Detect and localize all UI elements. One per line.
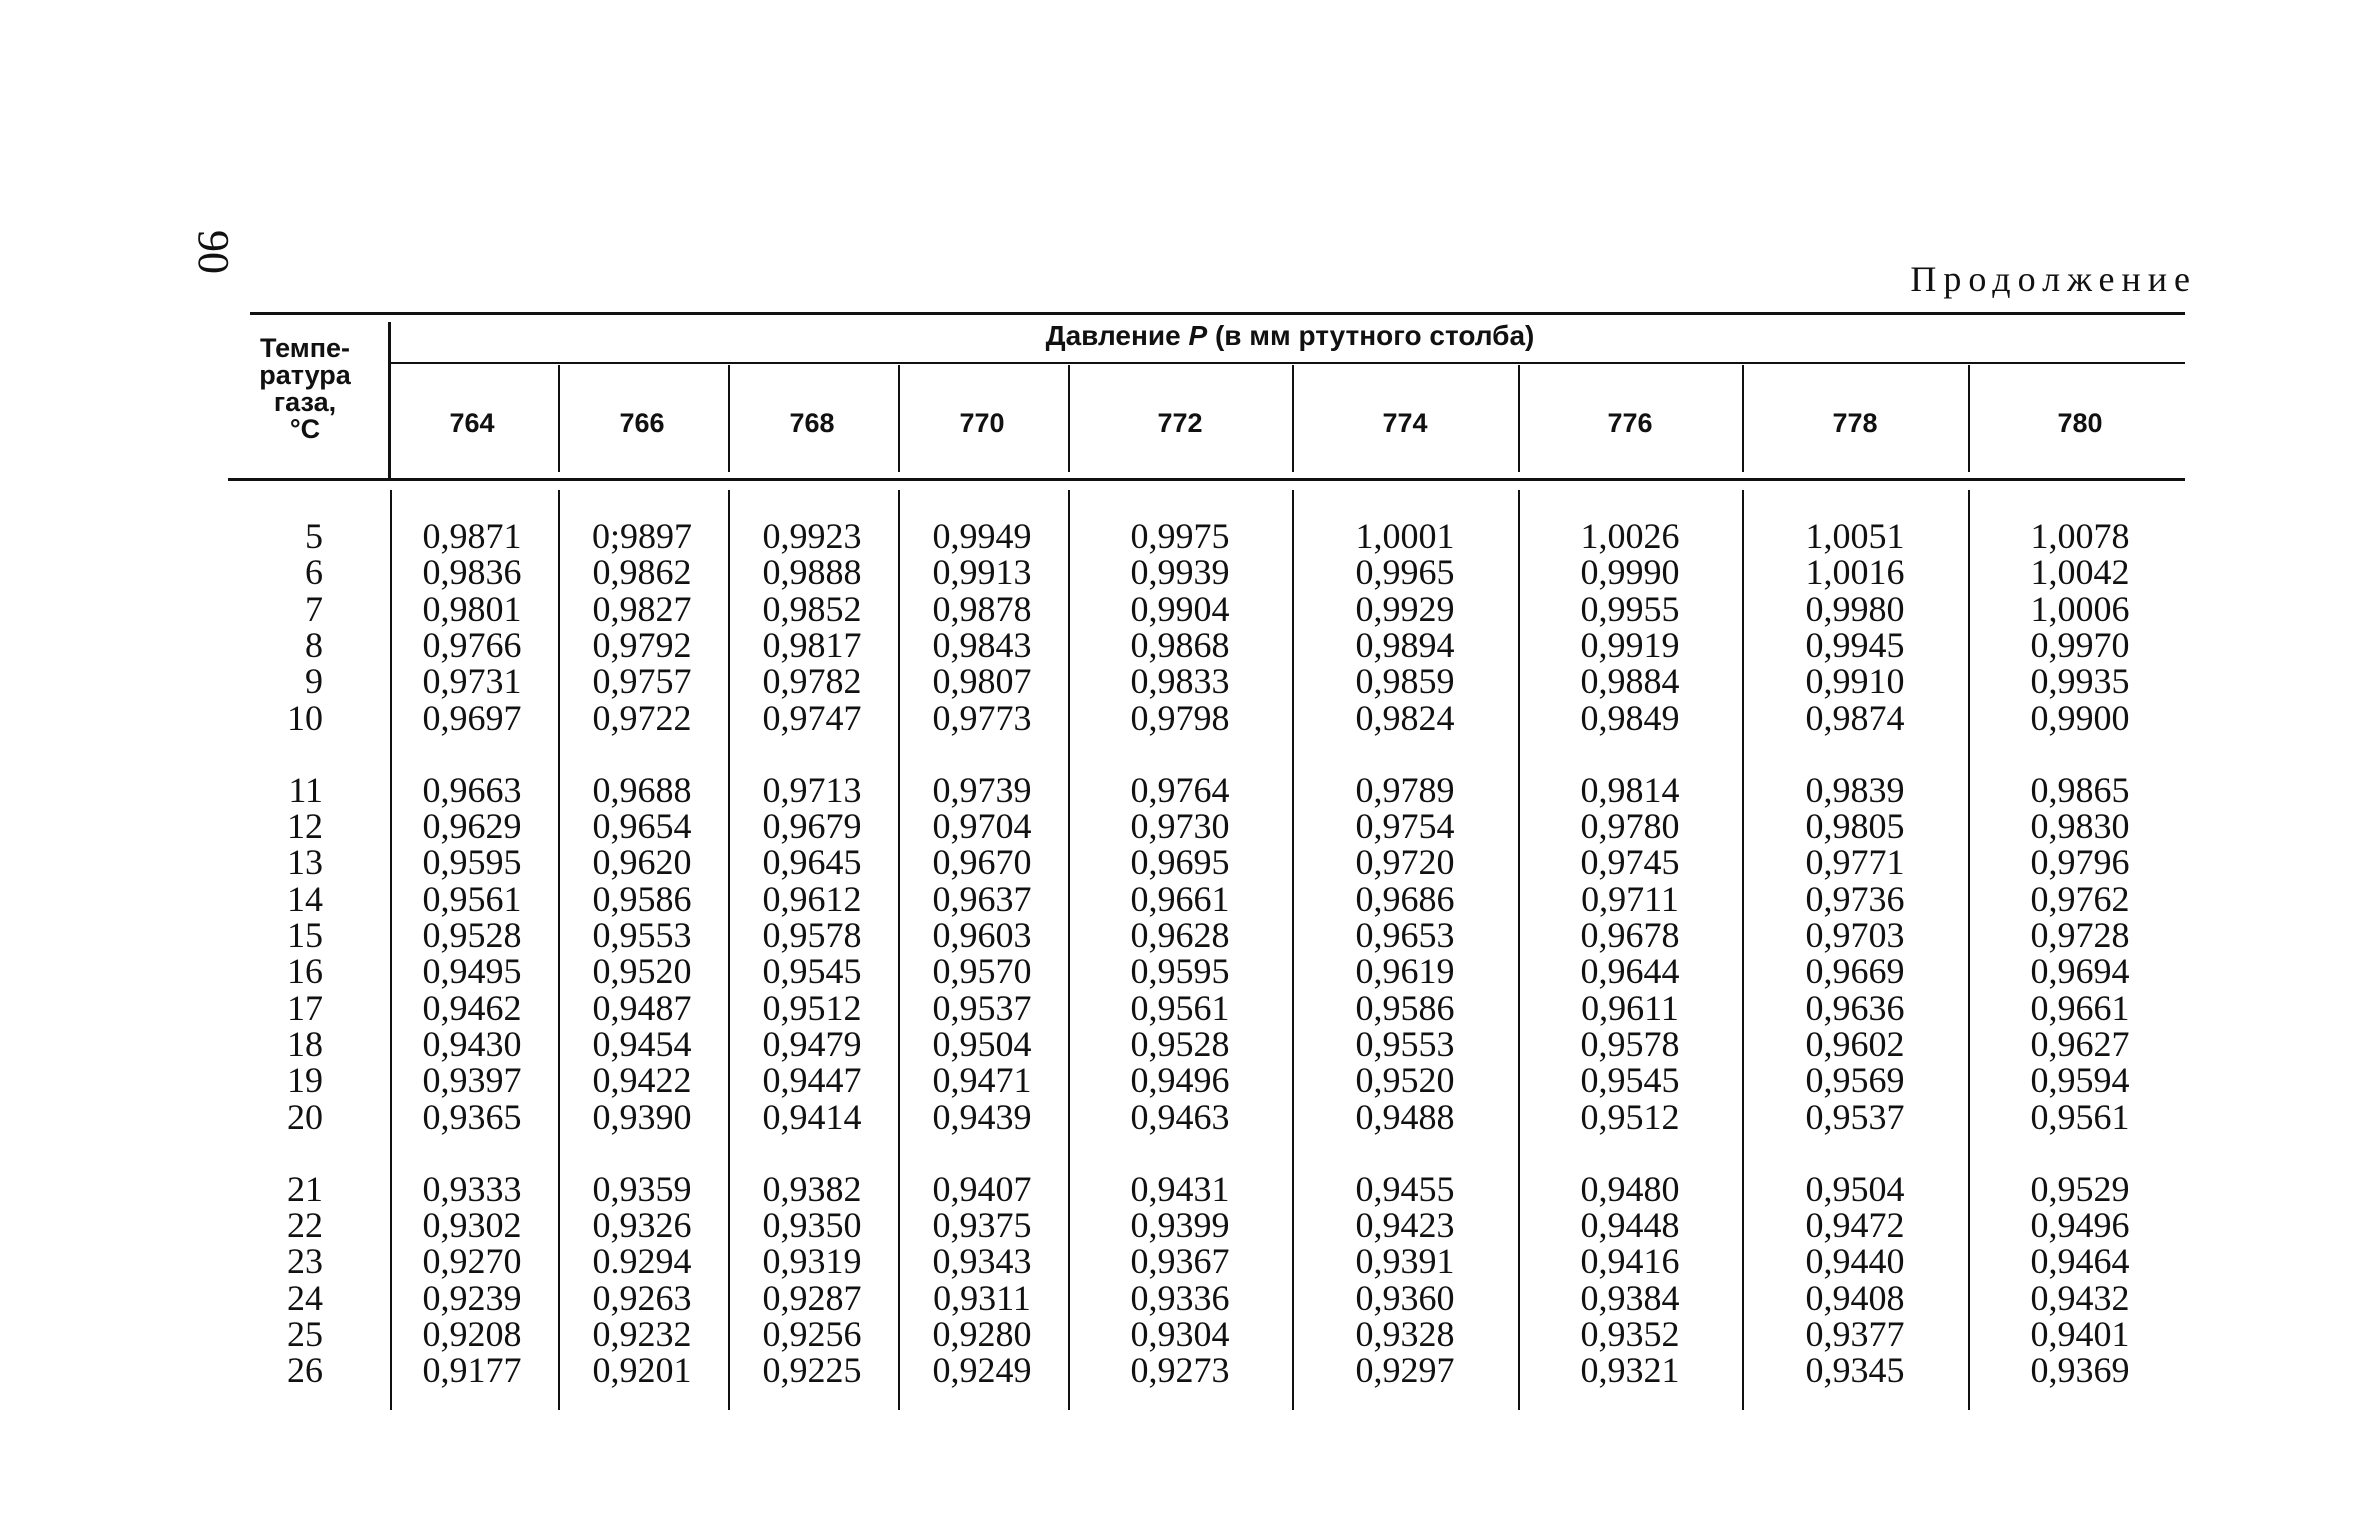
- value-cell: 0,9990: [1580, 552, 1680, 593]
- temp-header-line-3: газа,: [273, 387, 337, 417]
- value-cell: 0,9595: [1130, 951, 1230, 992]
- value-cell: 0,9612: [762, 878, 862, 919]
- column-divider: [1968, 490, 1970, 1410]
- column-divider: [558, 490, 560, 1410]
- column-divider: [898, 490, 900, 1410]
- temperature-cell: 10: [287, 697, 323, 738]
- value-cell: 0,9796: [2030, 842, 2130, 883]
- value-cell: 0,9661: [1130, 878, 1230, 919]
- value-cell: 0,9757: [592, 661, 692, 702]
- value-cell: 0.9294: [592, 1241, 692, 1282]
- temperature-cell: 19: [287, 1060, 323, 1101]
- value-cell: 0,9496: [2030, 1205, 2130, 1246]
- value-cell: 0,9644: [1580, 951, 1680, 992]
- value-cell: 0,9545: [762, 951, 862, 992]
- value-cell: 0,9297: [1355, 1350, 1455, 1391]
- value-cell: 0,9849: [1580, 697, 1680, 738]
- value-cell: 0,9430: [422, 1023, 522, 1064]
- value-cell: 0,9201: [592, 1350, 692, 1391]
- value-cell: 0,9949: [932, 516, 1032, 556]
- value-cell: 0,9878: [932, 588, 1032, 629]
- value-cell: 0;9897: [591, 516, 693, 556]
- value-cell: 0,9520: [1355, 1060, 1455, 1101]
- value-cell: 0,9397: [422, 1060, 522, 1101]
- temperature-cell: 12: [287, 806, 323, 847]
- value-cell: 0,9350: [762, 1205, 862, 1246]
- value-cell: 0,9970: [2030, 624, 2130, 665]
- value-cell: 0,9512: [1580, 1096, 1680, 1137]
- temperature-cell: 21: [287, 1168, 323, 1209]
- value-cell: 0,9703: [1805, 915, 1905, 955]
- value-cell: 0,9304: [1130, 1314, 1230, 1354]
- value-cell: 0,9900: [2030, 697, 2130, 738]
- temperature-cell: 6: [305, 552, 323, 593]
- continuation-label: Продолжение: [1910, 259, 2197, 299]
- value-cell: 0,9343: [932, 1241, 1032, 1282]
- value-cell: 0,9328: [1355, 1314, 1455, 1354]
- value-cell: 0,9471: [932, 1060, 1032, 1101]
- value-cell: 0,9287: [762, 1277, 862, 1318]
- value-cell: 1,0051: [1805, 516, 1905, 556]
- value-cell: 0,9528: [422, 915, 522, 955]
- temperature-cell: 11: [288, 769, 323, 810]
- value-cell: 0,9553: [592, 915, 692, 955]
- value-cell: 0,9894: [1355, 624, 1455, 665]
- value-cell: 0,9827: [592, 588, 692, 629]
- value-cell: 0,9448: [1580, 1205, 1680, 1246]
- value-cell: 0,9865: [2030, 769, 2130, 810]
- value-cell: 0,9688: [592, 769, 692, 810]
- column-header-780: 780: [2057, 408, 2103, 438]
- value-cell: 0,9561: [422, 878, 522, 919]
- column-header-764: 764: [449, 408, 495, 438]
- value-cell: 0,9859: [1355, 661, 1455, 702]
- value-cell: 0,9637: [932, 878, 1032, 919]
- value-cell: 0,9529: [2030, 1168, 2130, 1209]
- value-cell: 0,9852: [762, 588, 862, 629]
- pressure-symbol: P: [1188, 320, 1208, 351]
- column-divider: [388, 322, 391, 478]
- value-cell: 0,9773: [932, 697, 1032, 738]
- value-cell: 0,9177: [422, 1350, 522, 1391]
- value-cell: 0,9414: [762, 1096, 862, 1137]
- value-cell: 0,9678: [1580, 915, 1680, 955]
- column-divider: [1068, 490, 1070, 1410]
- value-cell: 0,9391: [1355, 1241, 1455, 1282]
- value-cell: 0,9771: [1805, 842, 1905, 883]
- pressure-header-prefix: Давление: [1045, 320, 1181, 351]
- value-cell: 0,9345: [1805, 1350, 1905, 1391]
- value-cell: 0,9888: [762, 552, 862, 593]
- value-cell: 0,9431: [1130, 1168, 1230, 1209]
- value-cell: 1,0001: [1355, 516, 1455, 556]
- value-cell: 0,9537: [1805, 1096, 1905, 1137]
- value-cell: 0,9745: [1580, 842, 1680, 883]
- value-cell: 0,9520: [592, 951, 692, 992]
- value-cell: 1,0006: [2030, 588, 2130, 629]
- value-cell: 0,9782: [762, 661, 862, 702]
- column-divider: [1292, 365, 1294, 472]
- value-cell: 0,9384: [1580, 1277, 1680, 1318]
- value-cell: 0,9382: [762, 1168, 862, 1209]
- value-cell: 0,9764: [1130, 769, 1230, 810]
- value-cell: 0,9249: [932, 1350, 1032, 1391]
- value-cell: 0,9496: [1130, 1060, 1230, 1101]
- value-cell: 0,9528: [1130, 1023, 1230, 1064]
- value-cell: 0,9935: [2030, 661, 2130, 702]
- value-cell: 0,9232: [592, 1314, 692, 1354]
- value-cell: 0,9830: [2030, 806, 2130, 847]
- value-cell: 0,9611: [1581, 987, 1679, 1028]
- column-divider: [728, 365, 730, 472]
- value-cell: 0,9929: [1355, 588, 1455, 629]
- column-header-778: 778: [1832, 408, 1878, 438]
- value-cell: 0,9686: [1355, 878, 1455, 919]
- value-cell: 0,9661: [2030, 987, 2130, 1028]
- value-cell: 0,9669: [1805, 951, 1905, 992]
- value-cell: 0,9871: [422, 516, 522, 556]
- value-cell: 0,9377: [1805, 1314, 1905, 1354]
- value-cell: 0,9390: [592, 1096, 692, 1137]
- value-cell: 0,9720: [1355, 842, 1455, 883]
- value-cell: 0,9814: [1580, 769, 1680, 810]
- value-cell: 0,9728: [2030, 915, 2130, 955]
- value-cell: 0,9367: [1130, 1241, 1230, 1282]
- value-cell: 0,9472: [1805, 1205, 1905, 1246]
- value-cell: 0,9225: [762, 1350, 862, 1391]
- column-header-768: 768: [789, 408, 835, 438]
- value-cell: 0,9561: [2030, 1096, 2130, 1137]
- value-cell: 0,9805: [1805, 806, 1905, 847]
- value-cell: 0,9679: [762, 806, 862, 847]
- temperature-cell: 13: [287, 842, 323, 883]
- value-cell: 0,9697: [422, 697, 522, 738]
- value-cell: 0,9495: [422, 951, 522, 992]
- value-cell: 0,9464: [2030, 1241, 2130, 1282]
- pressure-header: [390, 320, 2190, 352]
- temperature-column-header: [225, 335, 385, 443]
- temperature-cell: 23: [287, 1241, 323, 1282]
- value-cell: 0,9256: [762, 1314, 862, 1354]
- value-cell: 0,9407: [932, 1168, 1032, 1209]
- value-cell: 0,9487: [592, 987, 692, 1028]
- value-cell: 0,9694: [2030, 951, 2130, 992]
- value-cell: 0,9913: [932, 552, 1032, 593]
- value-cell: 0,9440: [1805, 1241, 1905, 1282]
- value-cell: 0,9504: [932, 1023, 1032, 1064]
- temperature-cell: 5: [305, 516, 323, 556]
- value-cell: 0,9462: [422, 987, 522, 1028]
- value-cell: 0,9762: [2030, 878, 2130, 919]
- value-cell: 0,9754: [1355, 806, 1455, 847]
- value-cell: 0,9789: [1355, 769, 1455, 810]
- value-cell: 0,9843: [932, 624, 1032, 665]
- value-cell: 0,9965: [1355, 552, 1455, 593]
- value-cell: 0,9280: [932, 1314, 1032, 1354]
- page-number: 90: [189, 230, 238, 274]
- value-cell: 0,9302: [422, 1205, 522, 1246]
- value-cell: 0,9713: [762, 769, 862, 810]
- pressure-header-suffix: (в мм ртутного столба): [1214, 320, 1535, 351]
- value-cell: 0,9904: [1130, 588, 1230, 629]
- value-cell: 0,9463: [1130, 1096, 1230, 1137]
- value-cell: 0,9570: [932, 951, 1032, 992]
- value-cell: 0,9488: [1355, 1096, 1455, 1137]
- value-cell: 0,9836: [422, 552, 522, 593]
- temp-header-line-4: °C: [289, 414, 321, 444]
- temperature-cell: 22: [287, 1205, 323, 1246]
- column-header-766: 766: [619, 408, 665, 438]
- value-cell: 0,9586: [1355, 987, 1455, 1028]
- pressure-header-rule: [390, 362, 2185, 364]
- temperature-cell: 24: [287, 1277, 323, 1318]
- column-divider: [390, 490, 392, 1410]
- value-cell: 0,9422: [592, 1060, 692, 1101]
- value-cell: 0,9504: [1805, 1168, 1905, 1209]
- value-cell: 0,9239: [422, 1277, 522, 1318]
- value-cell: 0,9792: [592, 624, 692, 665]
- value-cell: 0,9270: [422, 1241, 522, 1282]
- value-cell: 1,0016: [1805, 552, 1905, 593]
- temp-header-line-2: ратура: [259, 360, 351, 390]
- value-cell: 0,9955: [1580, 588, 1680, 629]
- value-cell: 0,9416: [1580, 1241, 1680, 1282]
- temperature-cell: 14: [287, 878, 323, 919]
- column-divider: [558, 365, 560, 472]
- value-cell: 0,9620: [592, 842, 692, 883]
- value-cell: 0,9868: [1130, 624, 1230, 665]
- value-cell: 0,9801: [422, 588, 522, 629]
- value-cell: 0,9479: [762, 1023, 862, 1064]
- value-cell: 0,9553: [1355, 1023, 1455, 1064]
- value-cell: 1,0042: [2030, 552, 2130, 593]
- value-cell: 0,9586: [592, 878, 692, 919]
- temperature-cell: 8: [305, 624, 323, 665]
- value-cell: 0,9512: [762, 987, 862, 1028]
- value-cell: 0,9455: [1355, 1168, 1455, 1209]
- value-cell: 0,9766: [422, 624, 522, 665]
- value-cell: 0,9399: [1130, 1205, 1230, 1246]
- value-cell: 0,9704: [932, 806, 1032, 847]
- value-cell: 0,9980: [1805, 588, 1905, 629]
- value-cell: 0,9645: [762, 842, 862, 883]
- value-cell: 0,9747: [762, 697, 862, 738]
- column-header-776: 776: [1607, 408, 1653, 438]
- value-cell: 0,9333: [422, 1168, 522, 1209]
- column-divider: [1742, 365, 1744, 472]
- value-cell: 0,9939: [1130, 552, 1230, 593]
- value-cell: 0,9629: [422, 806, 522, 847]
- column-divider: [728, 490, 730, 1410]
- column-divider: [1292, 490, 1294, 1410]
- value-cell: 0,9862: [592, 552, 692, 593]
- value-cell: 0,9780: [1580, 806, 1680, 847]
- value-cell: 0,9569: [1805, 1060, 1905, 1101]
- value-cell: 0,9423: [1355, 1205, 1455, 1246]
- value-cell: 0,9447: [762, 1060, 862, 1101]
- value-cell: 0,9561: [1130, 987, 1230, 1028]
- column-header-770: 770: [959, 408, 1005, 438]
- value-cell: 0,9369: [2030, 1350, 2130, 1391]
- value-cell: 0,9263: [592, 1277, 692, 1318]
- value-cell: 0,9945: [1805, 624, 1905, 665]
- temperature-cell: 7: [305, 588, 323, 629]
- column-divider: [898, 365, 900, 472]
- temperature-cell: 15: [287, 915, 323, 955]
- value-cell: 0,9594: [2030, 1060, 2130, 1101]
- value-cell: 0,9824: [1355, 697, 1455, 738]
- table-top-rule: [250, 312, 2185, 315]
- value-cell: 0,9545: [1580, 1060, 1680, 1101]
- value-cell: 0,9432: [2030, 1277, 2130, 1318]
- value-cell: 0,9628: [1130, 915, 1230, 955]
- column-header-774: 774: [1382, 408, 1428, 438]
- value-cell: 0,9208: [422, 1314, 522, 1354]
- column-divider: [1742, 490, 1744, 1410]
- value-cell: 0,9975: [1130, 516, 1230, 556]
- value-cell: 0,9365: [422, 1096, 522, 1137]
- value-cell: 0,9352: [1580, 1314, 1680, 1354]
- value-cell: 0,9401: [2030, 1314, 2130, 1354]
- value-cell: 0,9670: [932, 842, 1032, 883]
- column-divider: [1068, 365, 1070, 472]
- value-cell: 0,9884: [1580, 661, 1680, 702]
- temperature-cell: 20: [287, 1096, 323, 1137]
- value-cell: 0,9454: [592, 1023, 692, 1064]
- value-cell: 0,9439: [932, 1096, 1032, 1137]
- value-cell: 0,9360: [1355, 1277, 1455, 1318]
- value-cell: 0,9923: [762, 516, 862, 556]
- column-divider: [1518, 365, 1520, 472]
- value-cell: 0,9627: [2030, 1023, 2130, 1064]
- value-cell: 0,9326: [592, 1205, 692, 1246]
- value-cell: 0,9603: [932, 915, 1032, 955]
- value-cell: 0,9319: [762, 1241, 862, 1282]
- column-divider: [1518, 490, 1520, 1410]
- value-cell: 1,0078: [2030, 516, 2130, 556]
- value-cell: 0,9731: [422, 661, 522, 702]
- value-cell: 0,9807: [932, 661, 1032, 702]
- value-cell: 0,9537: [932, 987, 1032, 1028]
- value-cell: 0,9578: [1580, 1023, 1680, 1064]
- header-bottom-rule: [228, 478, 2185, 481]
- value-cell: 0,9336: [1130, 1277, 1230, 1318]
- temperature-cell: 18: [287, 1023, 323, 1064]
- value-cell: 0,9739: [932, 769, 1032, 810]
- value-cell: 0,9730: [1130, 806, 1230, 847]
- temp-header-line-1: Темпе-: [259, 333, 351, 363]
- value-cell: 0,9711: [1581, 878, 1679, 919]
- value-cell: 0,9695: [1130, 842, 1230, 883]
- temperature-cell: 16: [287, 951, 323, 992]
- value-cell: 0,9910: [1805, 661, 1905, 702]
- value-cell: 0,9636: [1805, 987, 1905, 1028]
- value-cell: 0,9736: [1805, 878, 1905, 919]
- value-cell: 0,9602: [1805, 1023, 1905, 1064]
- value-cell: 0,9919: [1580, 624, 1680, 665]
- value-cell: 0,9321: [1580, 1350, 1680, 1391]
- value-cell: 0,9653: [1355, 915, 1455, 955]
- temperature-cell: 17: [287, 987, 323, 1028]
- value-cell: 0,9311: [933, 1277, 1031, 1318]
- value-cell: 0,9798: [1130, 697, 1230, 738]
- value-cell: 0,9654: [592, 806, 692, 847]
- value-cell: 0,9839: [1805, 769, 1905, 810]
- column-divider: [1968, 365, 1970, 472]
- value-cell: 0,9273: [1130, 1350, 1230, 1391]
- temperature-cell: 26: [287, 1350, 323, 1391]
- value-cell: 0,9619: [1355, 951, 1455, 992]
- value-cell: 0,9375: [932, 1205, 1032, 1246]
- value-cell: 0,9408: [1805, 1277, 1905, 1318]
- value-cell: 0,9359: [592, 1168, 692, 1209]
- value-cell: 0,9874: [1805, 697, 1905, 738]
- value-cell: 1,0026: [1580, 516, 1680, 556]
- value-cell: 0,9663: [422, 769, 522, 810]
- value-cell: 0,9595: [422, 842, 522, 883]
- value-cell: 0,9722: [592, 697, 692, 738]
- temperature-cell: 25: [287, 1314, 323, 1354]
- value-cell: 0,9817: [762, 624, 862, 665]
- temperature-cell: 9: [305, 661, 323, 702]
- value-cell: 0,9480: [1580, 1168, 1680, 1209]
- value-cell: 0,9578: [762, 915, 862, 955]
- value-cell: 0,9833: [1130, 661, 1230, 702]
- column-header-772: 772: [1157, 408, 1203, 438]
